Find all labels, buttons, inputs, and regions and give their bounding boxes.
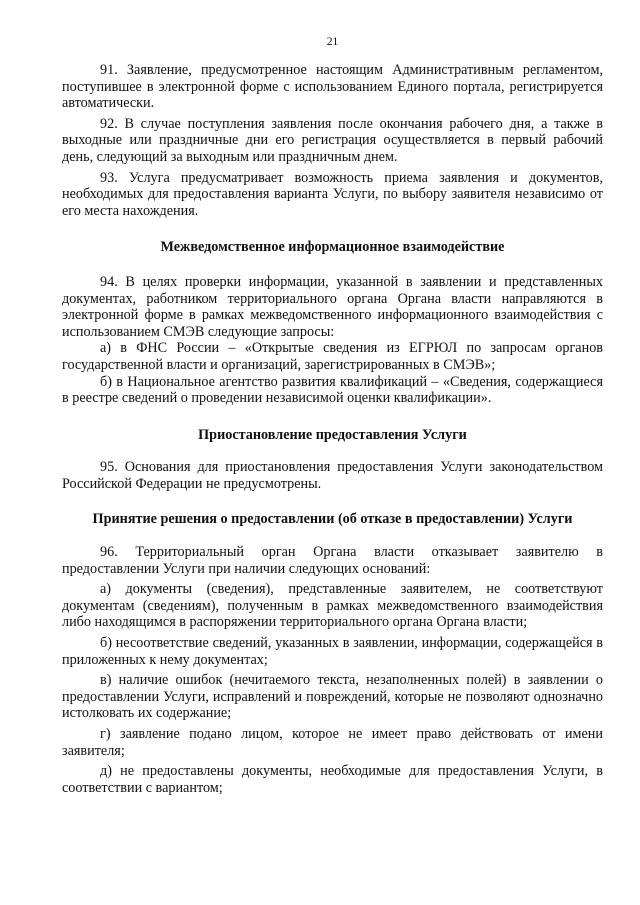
paragraph-94-b: б) в Национальное агентство развития квалификаций – «Сведения, содержащиеся в реестре сведений о проведении независимой оценки квалификации». bbox=[62, 373, 603, 407]
paragraph-96-b: б) несоответствие сведений, указанных в заявлении, информации, содержащейся в приложенных к нему документах; bbox=[62, 635, 603, 668]
paragraph-95: 95. Основания для приостановления предоставления Услуги законодательством Российской Федерации не предусмотрены. bbox=[62, 459, 603, 492]
document-body bbox=[62, 62, 603, 796]
page-number: 21 bbox=[326, 36, 339, 48]
paragraph-96-d: г) заявление подано лицом, которое не имеет право действовать от имени заявителя; bbox=[62, 726, 603, 759]
paragraph-96: 96. Территориальный орган Органа власти отказывает заявителю в предоставлении Услуги при наличии следующих оснований: bbox=[62, 544, 603, 577]
section-heading-suspension: Приостановление предоставления Услуги bbox=[198, 426, 467, 443]
paragraph-93: 93. Услуга предусматривает возможность приема заявления и документов, необходимых для предоставления варианта Услуги, по выбору заявителя независимо от его места нахождения. bbox=[62, 169, 603, 219]
section-heading-interagency: Межведомственное информационное взаимодействие bbox=[160, 239, 505, 256]
paragraph-96-a: а) документы (сведения), представленные заявителем, не соответствуют документам (сведениям), полученным в рамках межведомственного взаимодействия либо находящимся в распоряжении территориального органа Органа власти; bbox=[62, 581, 603, 631]
section-heading-decision: Принятие решения о предоставлении (об отказе в предоставлении) Услуги bbox=[92, 511, 573, 528]
paragraph-91: 91. Заявление, предусмотренное настоящим Административным регламентом, поступившее в электронной форме с использованием Единого портала, регистрируется автоматически. bbox=[62, 62, 603, 112]
paragraph-96-c: в) наличие ошибок (нечитаемого текста, незаполненных полей) в заявлении о предоставлении Услуги, исправлений и повреждений, которые не позволяют однозначно истолковать их содержание; bbox=[62, 672, 603, 722]
paragraph-96-e: д) не предоставлены документы, необходимые для предоставления Услуги, в соответствии с вариантом; bbox=[62, 763, 603, 796]
paragraph-94-a: а) в ФНС России – «Открытые сведения из ЕГРЮЛ по запросам органов государственной власти и организаций, зарегистрированных в СМЭВ»; bbox=[62, 340, 603, 373]
paragraph-92: 92. В случае поступления заявления после окончания рабочего дня, а также в выходные или праздничные дни его регистрация осуществляется в первый рабочий день, следующий за выходным или праздничным днем. bbox=[62, 115, 603, 165]
paragraph-94: 94. В целях проверки информации, указанной в заявлении и представленных документах, работником территориального органа Органа власти направляются в электронной форме в рамках межведомственного информационного взаимодействия с использованием СМЭВ следующие запросы: bbox=[62, 273, 603, 340]
